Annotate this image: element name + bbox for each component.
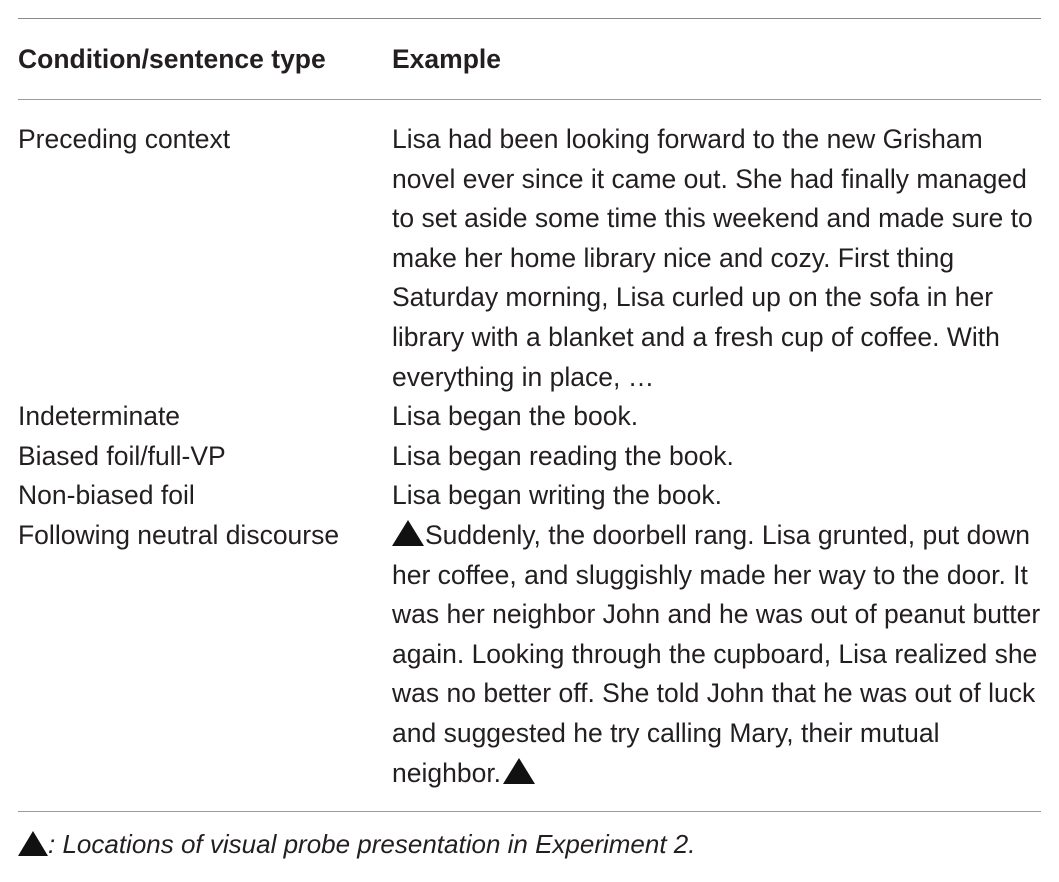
- table-row: [18, 437, 1041, 477]
- example-cell: Lisa had been looking forward to the new Grisham novel ever since it came out. She had finally managed to set aside some time this weekend and made sure to make her home library nice and cozy. First thing Saturday morning, Lisa curled up on the sofa in her library with a blanket and a fresh cup of coffee. With everything in place, …: [392, 124, 1033, 392]
- data-table: [18, 18, 1041, 812]
- table-body: [18, 100, 1041, 811]
- table-footnote: [18, 826, 696, 862]
- table-row: [18, 397, 1041, 437]
- table-header-row: [18, 19, 1041, 99]
- probe-triangle-icon: [18, 831, 48, 856]
- example-cell: Lisa began the book.: [392, 401, 639, 432]
- table-row: [18, 476, 1041, 516]
- footnote-text: : Locations of visual probe presentation in Experiment 2.: [48, 829, 696, 859]
- example-cell: Lisa began writing the book.: [392, 480, 722, 511]
- condition-cell: Indeterminate: [18, 401, 181, 432]
- bottom-rule: [18, 811, 1041, 812]
- example-cell: [392, 516, 1041, 793]
- probe-triangle-icon: [503, 758, 535, 784]
- probe-triangle-icon: [392, 520, 424, 546]
- example-cell: Lisa began reading the book.: [392, 440, 734, 471]
- example-text: Suddenly, the doorbell rang. Lisa grunted, put down her coffee, and sluggishly made her way to the door. It was her neighbor John and he was out of peanut butter again. Looking through the cupboard, Lisa realized she was no better off. She told John that he was out of luck and suggested he try calling Mary, their mutual neighbor.: [392, 519, 1041, 788]
- condition-cell: Preceding context: [18, 124, 231, 154]
- header-condition: Condition/sentence type: [18, 43, 326, 74]
- condition-cell: Non-biased foil: [18, 480, 195, 511]
- condition-cell: Biased foil/full-VP: [18, 440, 226, 471]
- table-row: [18, 516, 1041, 793]
- header-example: Example: [392, 43, 502, 74]
- table-row: [18, 120, 1041, 397]
- condition-cell: Following neutral discourse: [18, 519, 340, 550]
